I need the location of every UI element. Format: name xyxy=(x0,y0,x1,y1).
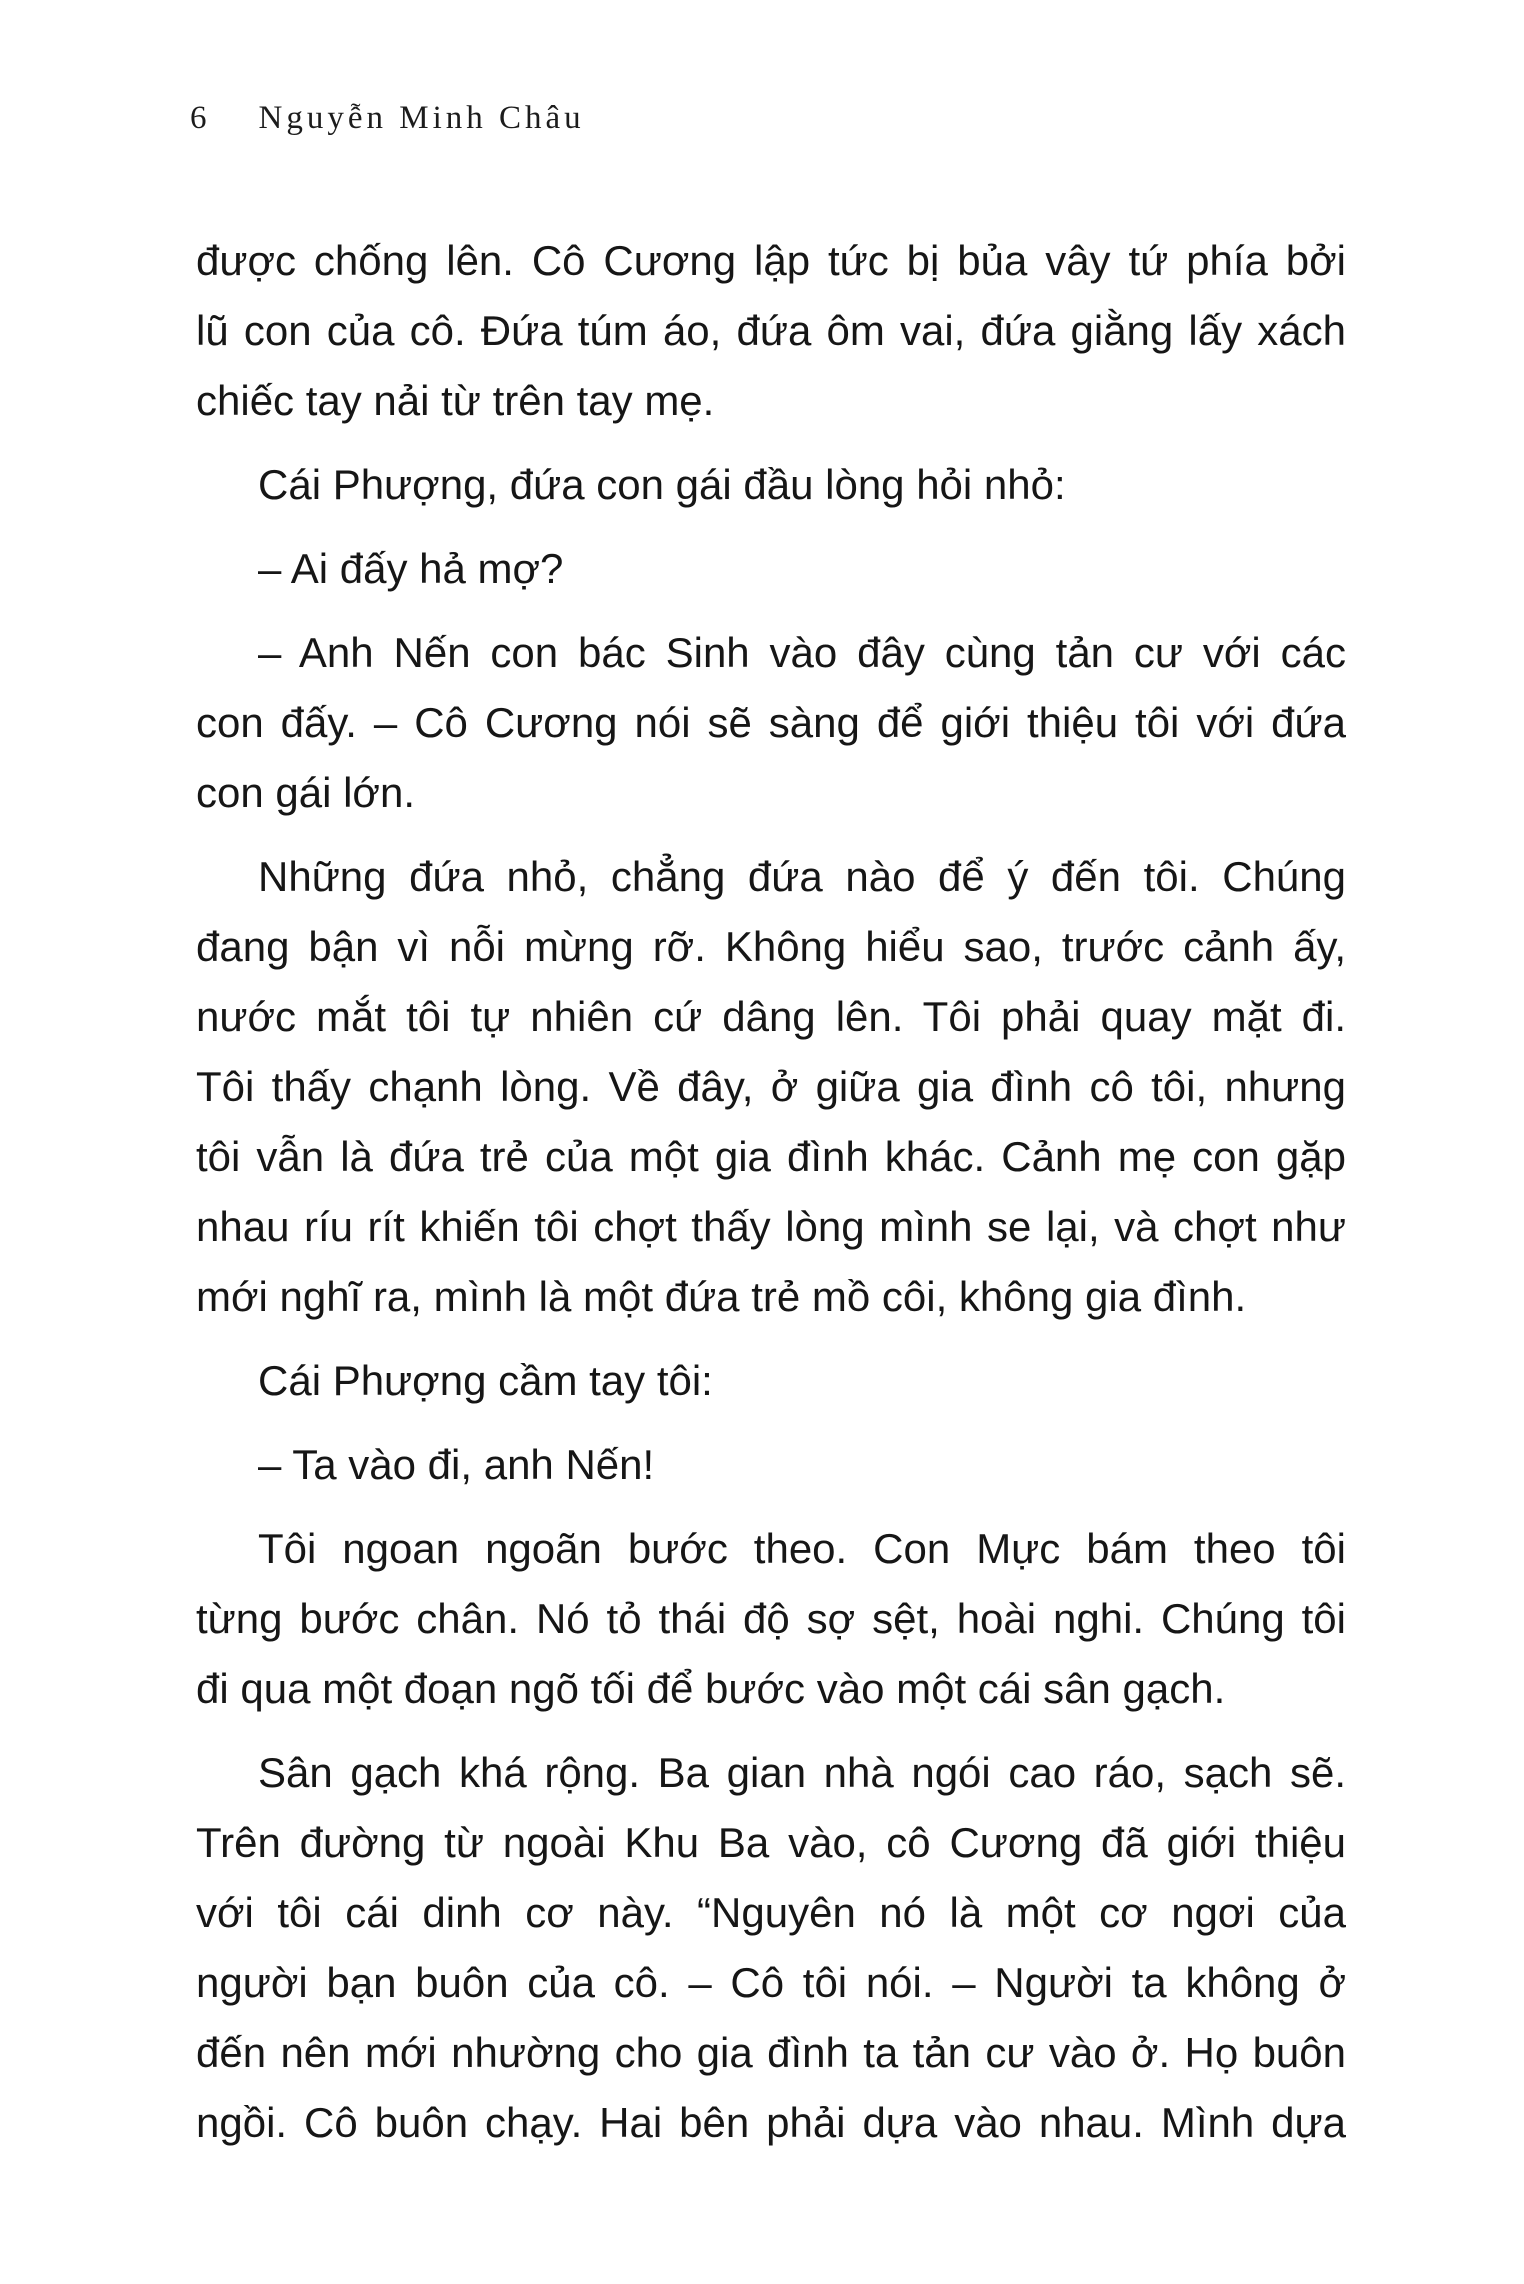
text-line: – Anh Nến con bác Sinh vào đây cùng tản cư với các xyxy=(258,629,1346,676)
text-line: người bạn buôn của cô. – Cô tôi nói. – Người ta không ở xyxy=(196,1959,1346,2006)
dialogue-paragraph xyxy=(196,1430,1346,1500)
paragraph xyxy=(196,1738,1346,2158)
text-line: – Ta vào đi, anh Nến! xyxy=(258,1441,655,1488)
text-line: con đấy. – Cô Cương nói sẽ sàng để giới thiệu tôi với đứa xyxy=(196,699,1346,746)
text-line: Sân gạch khá rộng. Ba gian nhà ngói cao ráo, sạch sẽ. xyxy=(258,1749,1346,1796)
text-line: con gái lớn. xyxy=(196,769,416,816)
text-line: Cái Phượng cầm tay tôi: xyxy=(258,1357,713,1404)
text-line: đang bận vì nỗi mừng rỡ. Không hiểu sao, trước cảnh ấy, xyxy=(196,923,1346,970)
dialogue-paragraph xyxy=(196,534,1346,604)
body-text xyxy=(196,226,1346,2158)
text-line: Trên đường từ ngoài Khu Ba vào, cô Cương đã giới thiệu xyxy=(196,1819,1346,1866)
text-line: Những đứa nhỏ, chẳng đứa nào để ý đến tôi. Chúng xyxy=(258,853,1346,900)
text-line: – Ai đấy hả mợ? xyxy=(258,545,564,592)
text-line: từng bước chân. Nó tỏ thái độ sợ sệt, hoài nghi. Chúng tôi xyxy=(196,1595,1346,1642)
text-line: nhau ríu rít khiến tôi chợt thấy lòng mình se lại, và chợt như xyxy=(196,1203,1346,1250)
text-line: lũ con của cô. Đứa túm áo, đứa ôm vai, đứa giằng lấy xách xyxy=(196,307,1346,354)
text-line: đi qua một đoạn ngõ tối để bước vào một cái sân gạch. xyxy=(196,1665,1226,1712)
author-name: Nguyễn Minh Châu xyxy=(258,100,585,136)
paragraph xyxy=(196,842,1346,1332)
text-line: chiếc tay nải từ trên tay mẹ. xyxy=(196,377,715,424)
text-line: mới nghĩ ra, mình là một đứa trẻ mồ côi, không gia đình. xyxy=(196,1273,1247,1320)
text-line: nước mắt tôi tự nhiên cứ dâng lên. Tôi phải quay mặt đi. xyxy=(196,993,1346,1040)
paragraph xyxy=(196,226,1346,436)
text-line: đến nên mới nhường cho gia đình ta tản cư vào ở. Họ buôn xyxy=(196,2029,1346,2076)
text-line: tôi vẫn là đứa trẻ của một gia đình khác. Cảnh mẹ con gặp xyxy=(196,1133,1346,1180)
text-line: Tôi thấy chạnh lòng. Về đây, ở giữa gia đình cô tôi, nhưng xyxy=(196,1063,1346,1110)
text-line: với tôi cái dinh cơ này. “Nguyên nó là một cơ ngơi của xyxy=(196,1889,1346,1936)
paragraph xyxy=(196,1514,1346,1724)
dialogue-paragraph xyxy=(196,618,1346,828)
paragraph xyxy=(196,450,1346,520)
running-header xyxy=(190,100,585,137)
text-line: Cái Phượng, đứa con gái đầu lòng hỏi nhỏ: xyxy=(258,461,1066,508)
text-line: Tôi ngoan ngoãn bước theo. Con Mực bám theo tôi xyxy=(258,1525,1346,1572)
paragraph xyxy=(196,1346,1346,1416)
text-line: ngồi. Cô buôn chạy. Hai bên phải dựa vào nhau. Mình dựa xyxy=(196,2099,1346,2146)
page-number: 6 xyxy=(190,100,211,136)
text-line: được chống lên. Cô Cương lập tức bị bủa vây tứ phía bởi xyxy=(196,237,1346,284)
